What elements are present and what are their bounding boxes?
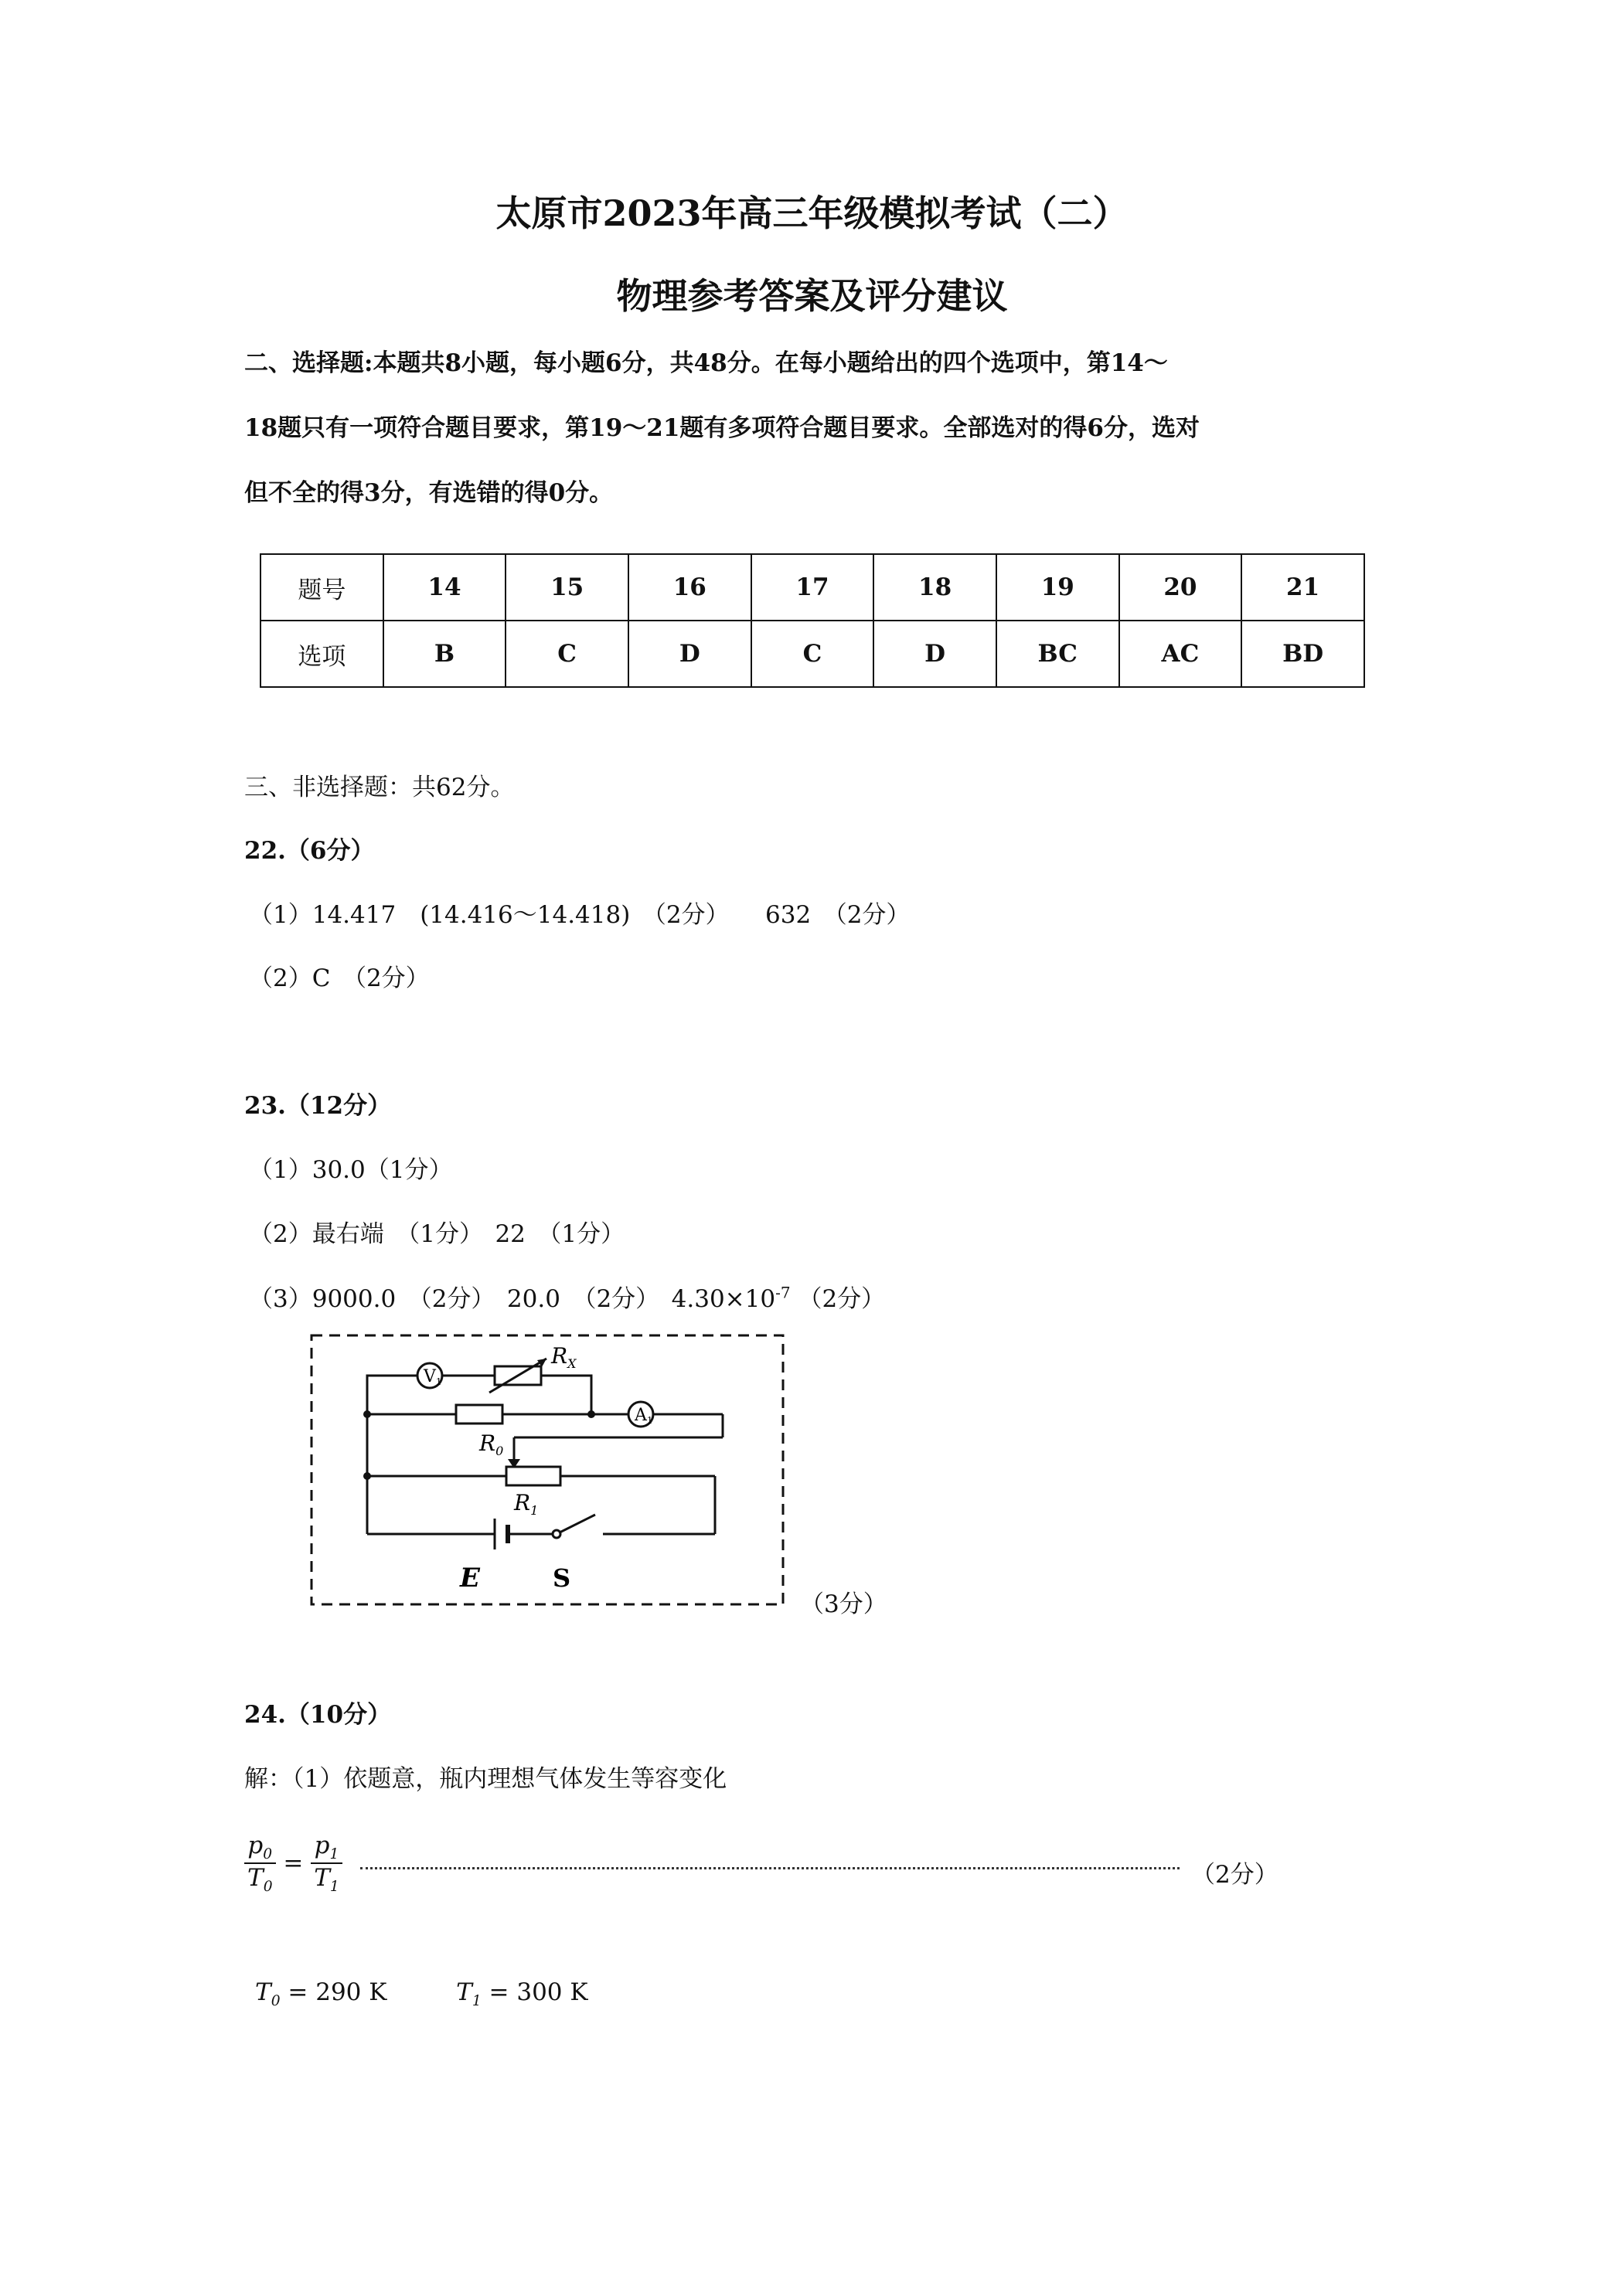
question-number: 17 [751,554,874,621]
switch-pivot [553,1530,560,1538]
r1-rheostat [506,1467,560,1485]
answer-cell: BD [1241,621,1364,687]
table-row-answers [260,621,1364,687]
circuit-wires [367,1376,723,1534]
answer-cell: D [873,621,996,687]
ammeter-label: A1 [635,1406,653,1426]
q23-line1: （1）30.0（1分） [249,1156,453,1184]
circuit-score: （3分） [800,1590,887,1618]
row-label-number: 题号 [260,554,383,621]
q24-heading: 24.（10分） [244,1701,392,1729]
table-row-numbers [260,554,1364,621]
r1-label: $R_1$ [514,1490,539,1518]
q23-line3 [249,1279,885,1314]
voltmeter-label: V1 [424,1367,442,1387]
section2-intro-line2: 18题只有一项符合题目要求，第19～21题有多项符合题目要求。全部选对的得6分，选对 [244,414,1200,442]
q24-temps [255,1978,588,2009]
answer-cell: D [628,621,751,687]
t0-value: = 290 K [288,1978,387,2006]
junction-dot [363,1410,371,1418]
question-number: 21 [1241,554,1364,621]
exam-title: 太原市2023年高三年级模拟考试（二） [495,192,1129,234]
dot-leader [360,1867,1180,1869]
q24-equation: $\frac{p_0}{T_0}$ = $\frac{p_1}{T_1}$ （2分） [244,1832,1295,1909]
question-number: 15 [506,554,628,621]
q23-line2: （2）最右端 （1分） 22 （1分） [249,1220,625,1248]
question-number: 18 [873,554,996,621]
switch-label: S [553,1563,571,1593]
answer-cell: AC [1119,621,1242,687]
q23-line3-main: （3）9000.0 （2分） 20.0 （2分） 4.30×10 [249,1285,776,1313]
r0-label: $R_0$ [479,1430,504,1458]
junction-dot [363,1472,371,1480]
q23-heading: 23.（12分） [244,1092,392,1120]
junction-dot [587,1410,595,1418]
t0-symbol: $T_0$ [255,1978,281,2010]
fraction-left: $\frac{p_0}{T_0}$ [244,1832,276,1895]
answer-table [260,553,1365,688]
fraction-right: $\frac{p_1}{T_1}$ [311,1832,342,1895]
row-label-answer: 选项 [260,621,383,687]
battery-label: E [460,1563,480,1594]
q22-heading: 22.（6分） [244,837,375,865]
rx-label: $R_X$ [551,1343,577,1371]
circuit-diagram [305,1329,792,1615]
answer-cell: BC [996,621,1119,687]
section3-heading: 三、非选择题：共62分。 [244,774,515,801]
q22-line1: （1）14.417 (14.416～14.418) （2分） 632 （2分） [249,901,911,929]
question-number: 16 [628,554,751,621]
question-number: 14 [383,554,506,621]
t1-value: = 300 K [489,1978,588,2006]
section2-intro-line1: 二、选择题:本题共8小题，每小题6分，共48分。在每小题给出的四个选项中，第14～ [244,349,1168,377]
q23-line3-score: （2分） [798,1285,886,1313]
r0-resistor [456,1405,502,1424]
q23-exponent: -7 [775,1283,791,1302]
question-number: 20 [1119,554,1242,621]
q22-line2: （2）C （2分） [249,964,430,992]
section2-intro [244,331,1404,526]
answer-cell: B [383,621,506,687]
answer-key-title: 物理参考答案及评分建议 [616,275,1008,317]
question-number: 19 [996,554,1119,621]
q24-eq-score: （2分） [1191,1861,1278,1889]
answer-cell: C [506,621,628,687]
answer-cell: C [751,621,874,687]
q24-line1: 解：（1）依题意，瓶内理想气体发生等容变化 [244,1765,727,1793]
t1-symbol: $T_1$ [456,1978,482,2010]
section2-intro-line3: 但不全的得3分，有选错的得0分。 [244,479,614,507]
